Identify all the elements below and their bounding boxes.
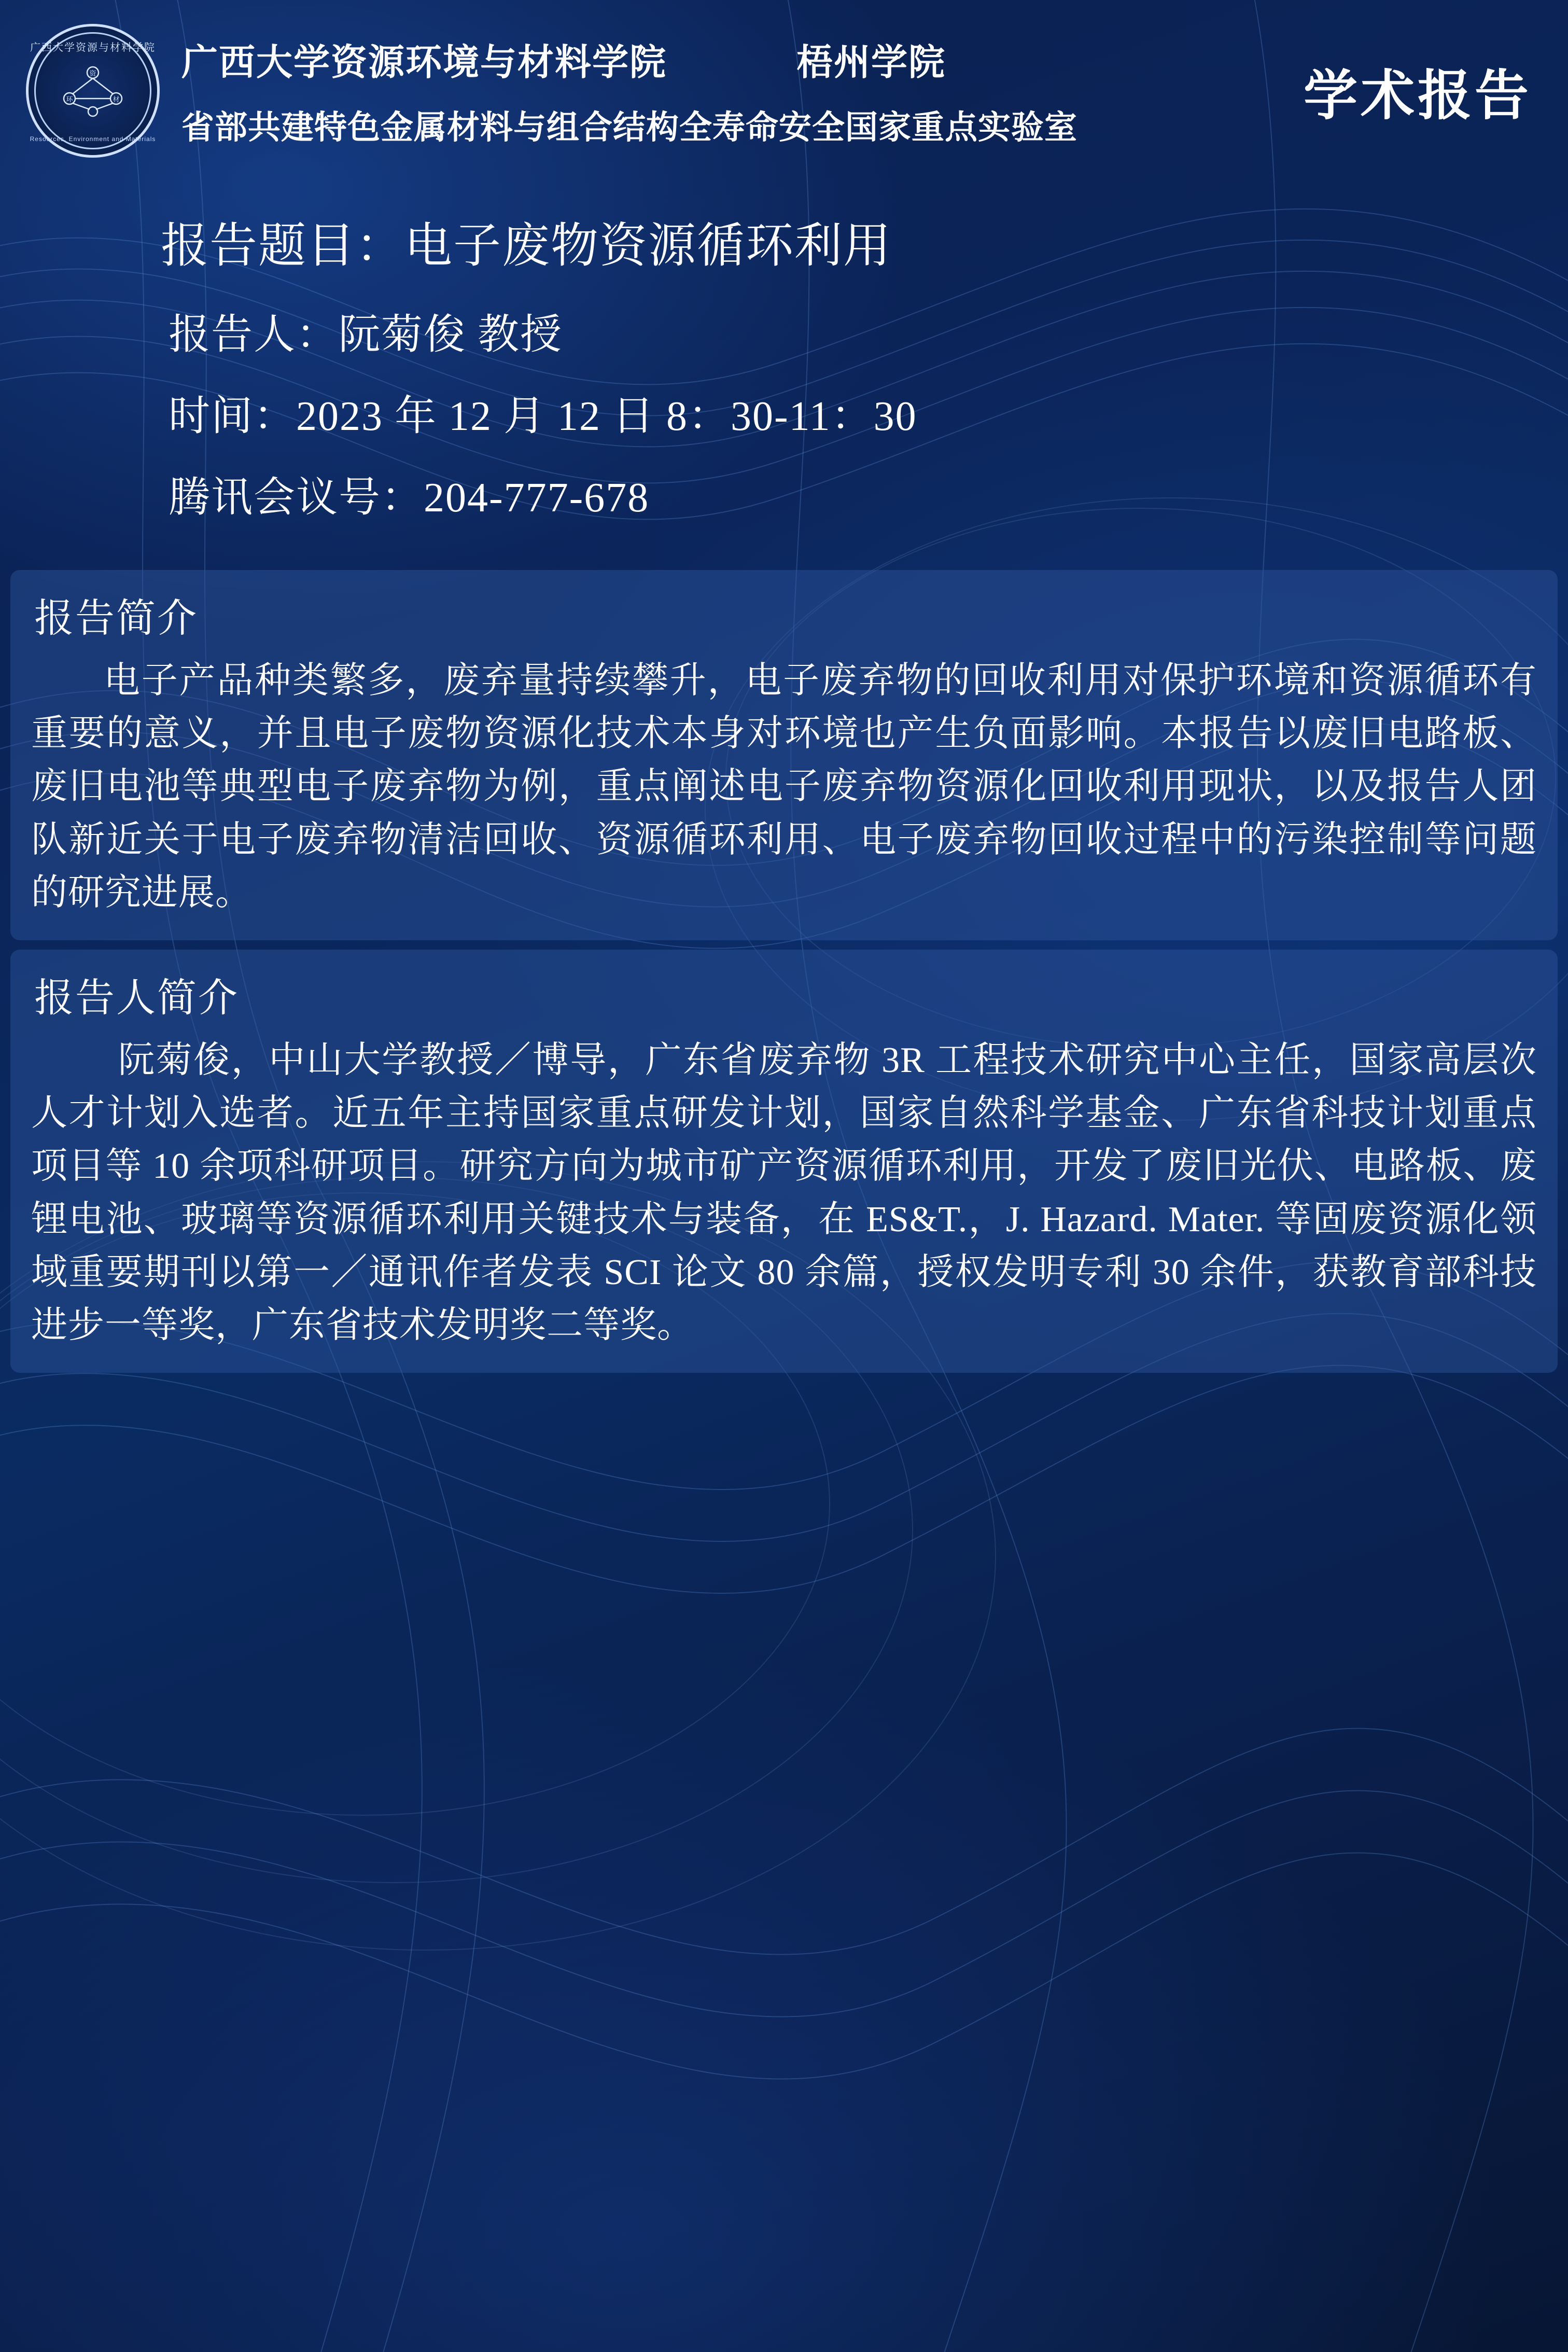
header-title-group	[181, 33, 1304, 148]
academic-report-badge: 学术报告	[1303, 66, 1532, 126]
meeting-id-line: 腾讯会议号：204-777-678	[169, 475, 650, 521]
speaker-line: 报告人：阮菊俊 教授	[169, 312, 563, 358]
speaker-bio-panel	[10, 950, 1558, 1373]
seal-english-text: Resources, Environment and Materials	[30, 135, 156, 143]
university-seal-icon	[26, 24, 160, 158]
talk-info-block	[0, 182, 1568, 561]
time-line: 时间：2023 年 12 月 12 日 8：30-11：30	[169, 394, 917, 439]
page-title: 报告题目：电子废物资源循环利用	[161, 219, 892, 272]
svg-text:材: 材	[113, 95, 120, 103]
bio-panel-body: 阮菊俊，中山大学教授／博导，广东省废弃物 3R 工程技术研究中心主任，国家高层次人才计划入选者。近五年主持国家重点研发计划，国家自然科学基金、广东省科技计划重点项目等 10 余项科研项目。研究方向为城市矿产资源循环利用，开发了废旧光伏、电路板、废锂电池、玻璃等资源循环利用关键技术与装备，在 ES&T.，J. Hazard. Mater. 等固废资源化领域重要期刊以第一／通讯作者发表 SCI 论文 80 余篇，授权发明专利 30 余件，获教育部科技进步一等奖，广东省技术发明奖二等奖。	[31, 1040, 1537, 1345]
org-name-primary: 广西大学资源环境与材料学院	[181, 42, 667, 82]
svg-text:环: 环	[66, 95, 73, 103]
lab-name: 省部共建特色金属材料与组合结构全寿命安全国家重点实验室	[181, 109, 1077, 146]
abstract-panel-body: 电子产品种类繁多，废弃量持续攀升，电子废弃物的回收利用对保护环境和资源循环有重要的意义，并且电子废物资源化技术本身对环境也产生负面影响。本报告以废旧电路板、废旧电池等典型电子废弃物为例，重点阐述电子废弃物资源化回收利用现状，以及报告人团队新近关于电子废弃物清洁回收、资源循环利用、电子废弃物回收过程中的污染控制等问题的研究进展。	[31, 661, 1537, 913]
abstract-panel	[10, 570, 1558, 940]
seal-chinese-text: 广西大学资源与材料学院	[30, 42, 156, 53]
poster-header	[0, 0, 1568, 182]
abstract-panel-title: 报告简介	[34, 597, 198, 641]
svg-text:资: 资	[89, 69, 96, 77]
org-name-secondary: 梧州学院	[796, 42, 946, 82]
header-org-line	[181, 33, 1304, 86]
bio-panel-title: 报告人简介	[34, 976, 239, 1020]
seal-emblem-graphic	[54, 62, 132, 119]
